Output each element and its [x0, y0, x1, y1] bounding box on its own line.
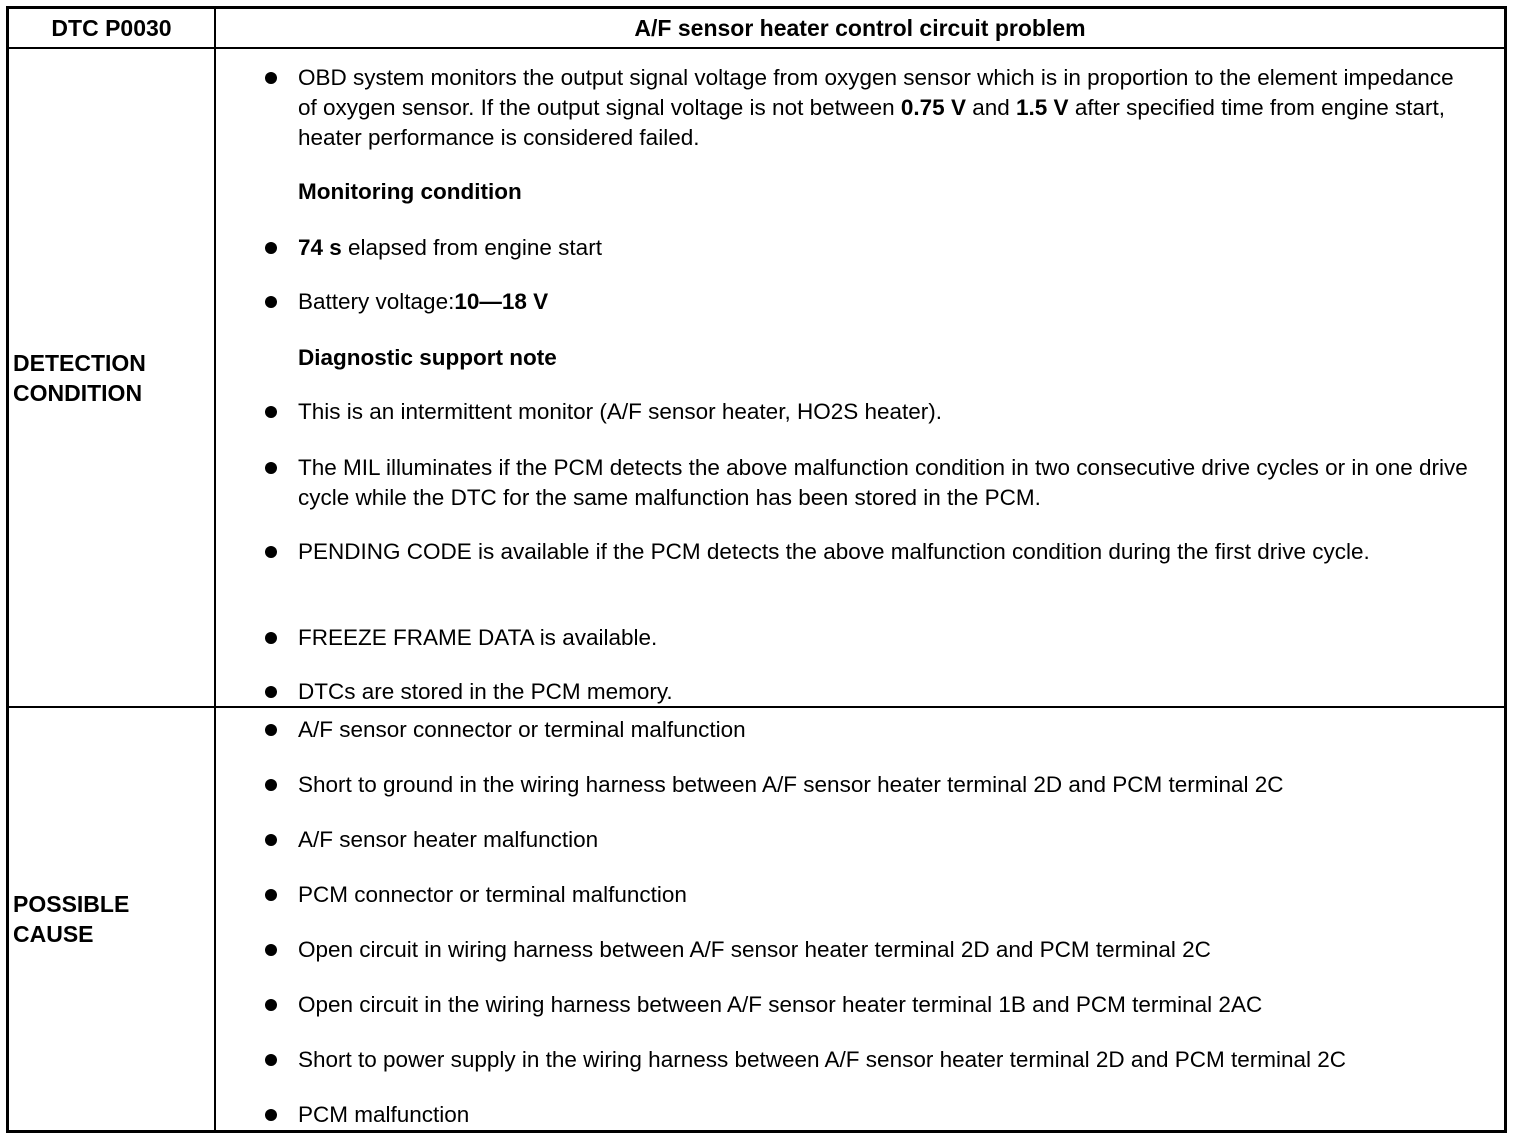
bullet-icon	[265, 406, 277, 418]
bullet-icon	[265, 1054, 277, 1066]
intro-text-and: and	[965, 95, 1017, 120]
bullet-icon	[265, 944, 277, 956]
bullet-icon	[265, 72, 277, 84]
support-note-text: The MIL illuminates if the PCM detects the above malfunction condition in two consecutive drive cycles or in one drive cycle while the DTC for the same malfunction has been stored in the PCM.	[298, 455, 1468, 510]
monitoring-condition-heading: Monitoring condition	[298, 179, 522, 204]
support-note-item	[298, 397, 1474, 427]
battery-voltage-text: Battery voltage:	[298, 289, 455, 314]
bullet-icon	[265, 999, 277, 1011]
cause-text: Short to ground in the wiring harness between A/F sensor heater terminal 2D and PCM terminal 2C	[298, 772, 1284, 797]
support-note-text: FREEZE FRAME DATA is available.	[298, 625, 658, 650]
bullet-icon	[265, 242, 277, 254]
dtc-title: A/F sensor heater control circuit problem	[634, 14, 1086, 41]
cause-item	[298, 880, 1474, 910]
intro-voltage-high: 1.5 V	[1016, 95, 1069, 120]
cause-item	[298, 715, 1474, 745]
dtc-code-cell	[9, 9, 216, 47]
bullet-icon	[265, 546, 277, 558]
intro-text-part2: after specified time from engine start, heater performance is considered failed.	[298, 95, 1445, 150]
diagnostic-support-heading: Diagnostic support note	[298, 345, 557, 370]
elapsed-time-value: 74 s	[298, 235, 342, 260]
bullet-icon	[265, 686, 277, 698]
cause-item	[298, 1100, 1474, 1130]
cause-item	[298, 935, 1474, 965]
detection-content-cell	[216, 49, 1504, 706]
intro-voltage-low: 0.75 V	[900, 95, 966, 120]
support-note-item	[298, 453, 1474, 513]
detection-condition-row	[9, 49, 1504, 708]
dtc-title-cell	[216, 9, 1504, 47]
cause-item	[298, 990, 1474, 1020]
intro-text-part1: OBD system monitors the output signal voltage from oxygen sensor which is in proportion to the element impedance of oxygen sensor. If the output signal voltage is not between	[298, 65, 1454, 120]
cause-text: Open circuit in the wiring harness between A/F sensor heater terminal 1B and PCM terminal 2AC	[298, 992, 1263, 1017]
cause-text: PCM malfunction	[298, 1102, 470, 1127]
elapsed-time-item	[298, 233, 1474, 263]
detection-intro-item	[298, 63, 1474, 153]
bullet-icon	[265, 724, 277, 736]
dtc-code: DTC P0030	[51, 14, 172, 41]
support-note-item	[298, 677, 1474, 707]
support-note-item	[298, 537, 1474, 567]
cause-item	[298, 825, 1474, 855]
cause-label-cell	[9, 708, 216, 1130]
bullet-icon	[265, 1109, 277, 1121]
battery-voltage-value: 10—18 V	[454, 289, 549, 314]
dtc-table	[6, 6, 1507, 1133]
support-note-text: PENDING CODE is available if the PCM detects the above malfunction condition during the first drive cycle.	[298, 539, 1370, 564]
cause-item	[298, 1045, 1474, 1075]
support-note-item	[298, 623, 1474, 653]
header-row	[9, 9, 1504, 49]
bullet-icon	[265, 632, 277, 644]
bullet-icon	[265, 296, 277, 308]
bullet-icon	[265, 834, 277, 846]
cause-item	[298, 770, 1474, 800]
bullet-icon	[265, 779, 277, 791]
elapsed-time-text: elapsed from engine start	[341, 235, 602, 260]
possible-cause-row	[9, 708, 1504, 1130]
bullet-icon	[265, 889, 277, 901]
bullet-icon	[265, 462, 277, 474]
cause-text: A/F sensor heater malfunction	[298, 827, 599, 852]
support-note-text: DTCs are stored in the PCM memory.	[298, 679, 673, 704]
support-note-text: This is an intermittent monitor (A/F sensor heater, HO2S heater).	[298, 399, 943, 424]
detection-condition-label: DETECTION CONDITION	[13, 349, 146, 406]
battery-voltage-item	[298, 287, 1474, 317]
possible-cause-label: POSSIBLE CAUSE	[13, 891, 130, 947]
cause-text: Open circuit in wiring harness between A/F sensor heater terminal 2D and PCM terminal 2C	[298, 937, 1211, 962]
cause-content-cell	[216, 708, 1504, 1130]
cause-text: PCM connector or terminal malfunction	[298, 882, 687, 907]
detection-label-cell	[9, 49, 216, 706]
cause-text: Short to power supply in the wiring harness between A/F sensor heater terminal 2D and PCM terminal 2C	[298, 1047, 1347, 1072]
cause-text: A/F sensor connector or terminal malfunction	[298, 717, 746, 742]
